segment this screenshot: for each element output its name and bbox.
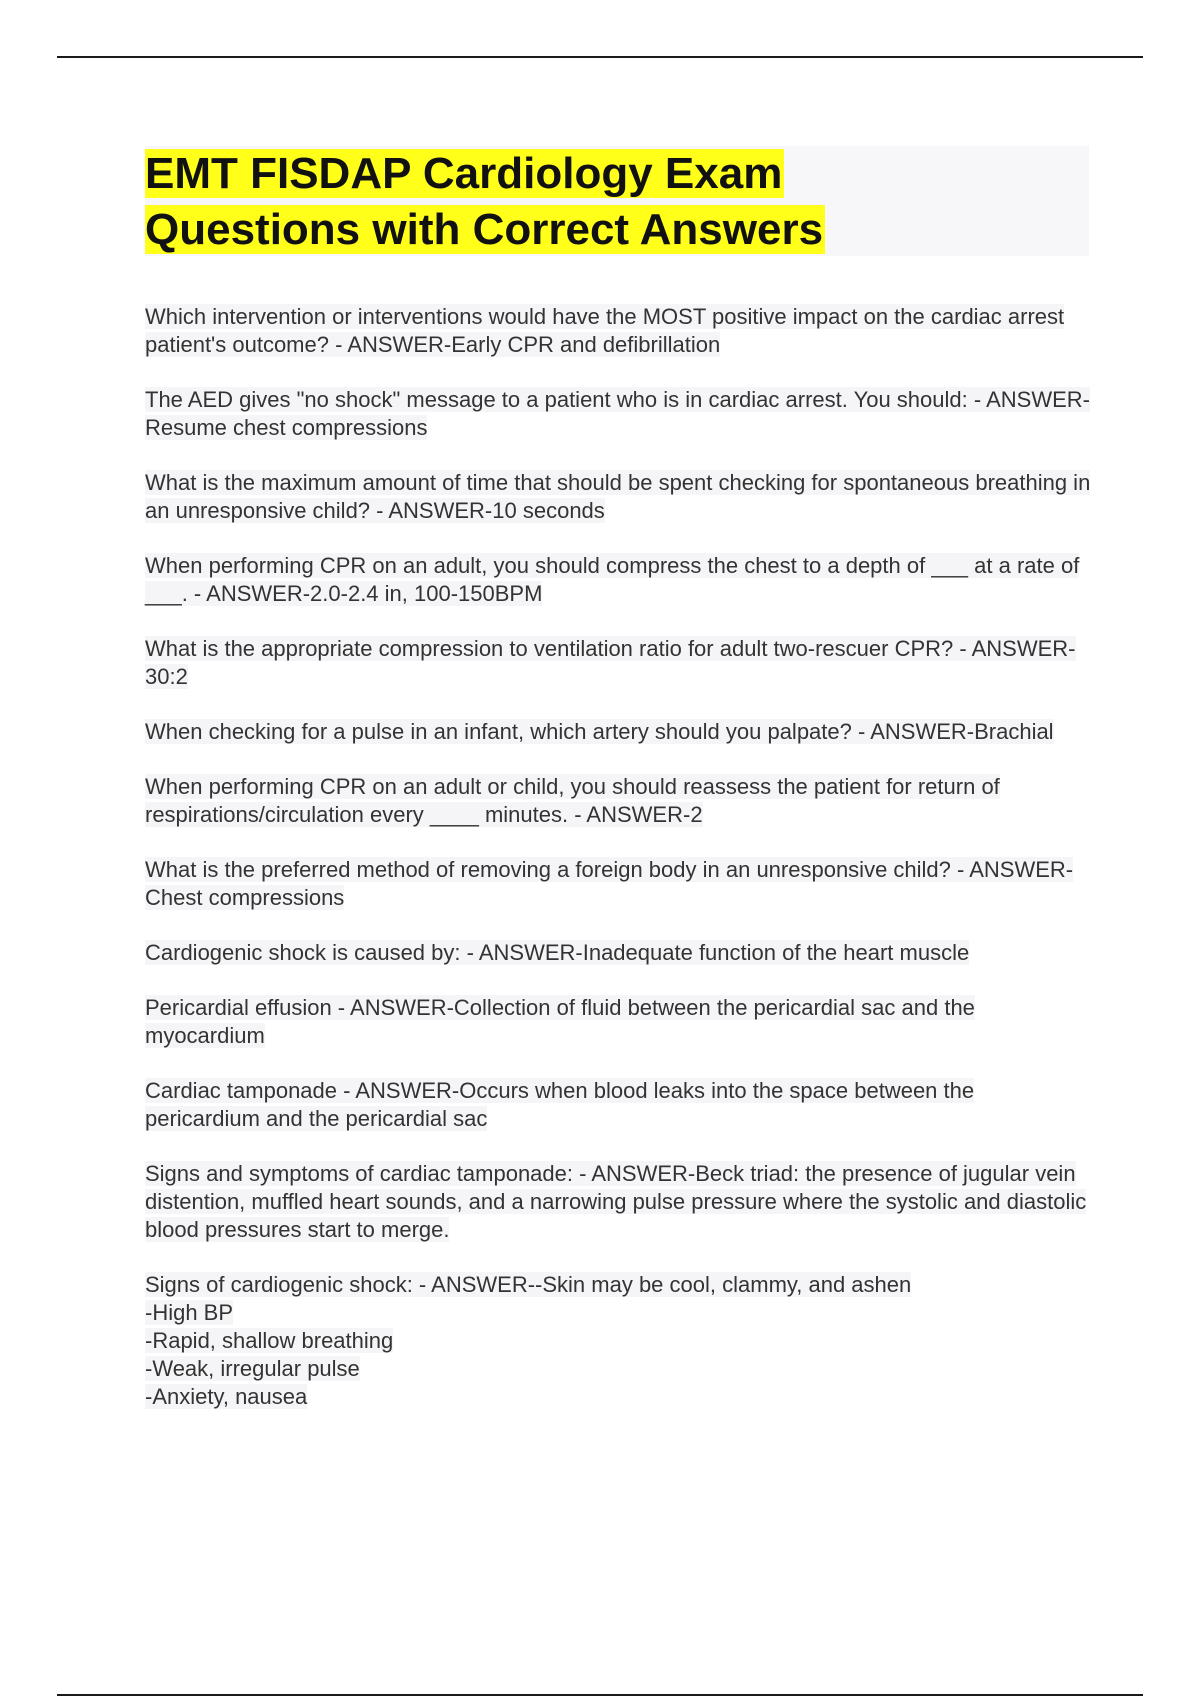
qa-item bbox=[145, 552, 1095, 608]
qa-item bbox=[145, 856, 1095, 912]
document-title bbox=[145, 146, 1089, 258]
qa-item bbox=[145, 939, 1095, 967]
qa-text: Cardiac tamponade - ANSWER-Occurs when blood leaks into the space between the pericardium and the pericardial sac bbox=[145, 1078, 975, 1131]
qa-item bbox=[145, 1271, 1095, 1411]
qa-text: Cardiogenic shock is caused by: - ANSWER-Inadequate function of the heart muscle bbox=[145, 940, 970, 965]
qa-text: What is the maximum amount of time that should be spent checking for spontaneous breathing in an unresponsive child? - ANSWER-10 seconds bbox=[145, 470, 1091, 523]
qa-text: When checking for a pulse in an infant, which artery should you palpate? - ANSWER-Brachial bbox=[145, 719, 1054, 744]
qa-text: What is the appropriate compression to ventilation ratio for adult two-rescuer CPR? - ANSWER-30:2 bbox=[145, 636, 1076, 689]
qa-text: Which intervention or interventions would have the MOST positive impact on the cardiac arrest patient's outcome? - ANSWER-Early CPR and defibrillation bbox=[145, 304, 1065, 357]
qa-text: Signs of cardiogenic shock: - ANSWER--Skin may be cool, clammy, and ashen -High BP -Rapid, shallow breathing -Weak, irregular pulse -Anxiety, nausea bbox=[145, 1272, 912, 1409]
qa-item bbox=[145, 994, 1095, 1050]
title-block bbox=[145, 146, 1089, 256]
title-line-1: EMT FISDAP Cardiology Exam bbox=[145, 149, 783, 198]
qa-text: When performing CPR on an adult, you should compress the chest to a depth of ___ at a rate of ___. - ANSWER-2.0-2.4 in, 100-150BPM bbox=[145, 553, 1080, 606]
qa-item bbox=[145, 469, 1095, 525]
qa-item bbox=[145, 635, 1095, 691]
qa-item bbox=[145, 1160, 1095, 1244]
qa-item bbox=[145, 386, 1095, 442]
qa-text: The AED gives "no shock" message to a patient who is in cardiac arrest. You should: - ANSWER-Resume chest compressions bbox=[145, 387, 1090, 440]
qa-text: Pericardial effusion - ANSWER-Collection of fluid between the pericardial sac and the myocardium bbox=[145, 995, 975, 1048]
qa-list bbox=[145, 303, 1095, 1438]
qa-text: What is the preferred method of removing a foreign body in an unresponsive child? - ANSWER-Chest compressions bbox=[145, 857, 1074, 910]
title-line-2: Questions with Correct Answers bbox=[145, 205, 824, 254]
qa-item bbox=[145, 1077, 1095, 1133]
qa-item bbox=[145, 773, 1095, 829]
top-divider bbox=[57, 56, 1143, 58]
qa-item bbox=[145, 718, 1095, 746]
qa-text: Signs and symptoms of cardiac tamponade: - ANSWER-Beck triad: the presence of jugular vein distention, muffled heart sounds, and a narrowing pulse pressure where the systolic and diastolic blood pressures start to merge. bbox=[145, 1161, 1087, 1242]
qa-item bbox=[145, 303, 1095, 359]
qa-text: When performing CPR on an adult or child, you should reassess the patient for return of respirations/circulation every ____ minutes. - ANSWER-2 bbox=[145, 774, 1000, 827]
bottom-divider bbox=[57, 1694, 1143, 1696]
